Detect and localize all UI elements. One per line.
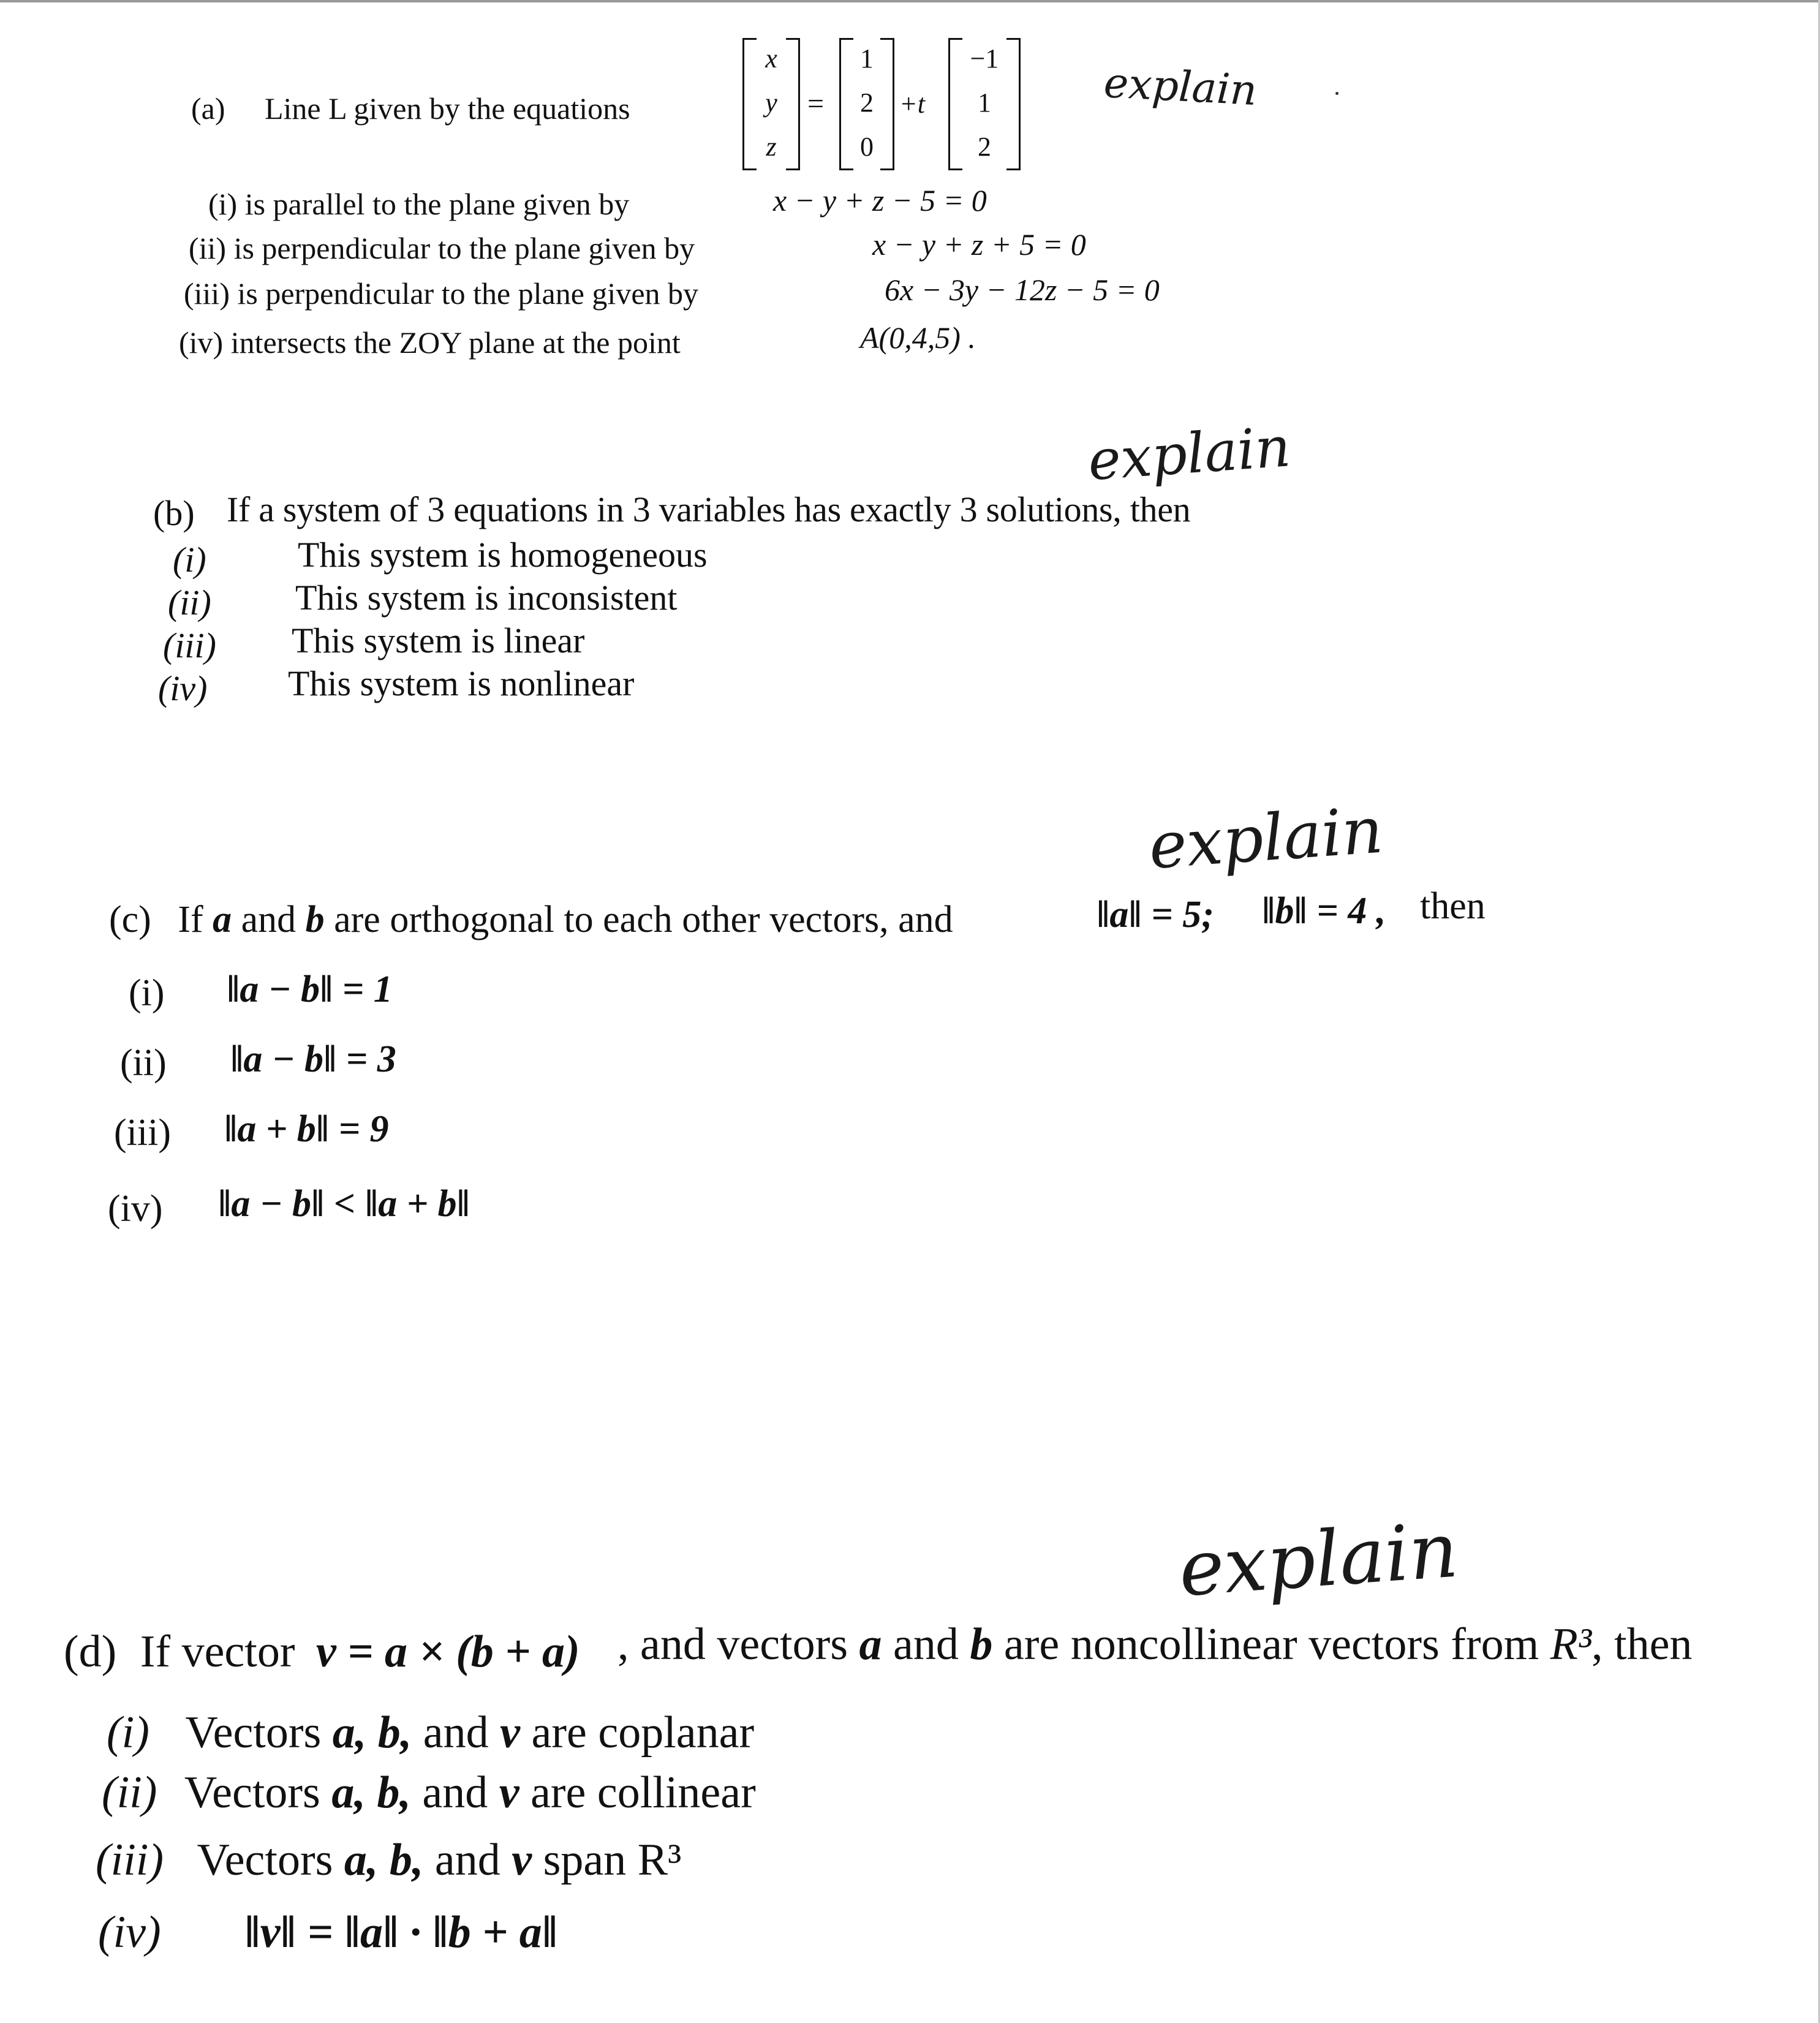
option-a-iii-text: (iii) is perpendicular to the plane given by xyxy=(184,276,699,311)
norm-a-value: ‖a‖ = 5; xyxy=(1097,894,1214,936)
question-c-then: then xyxy=(1420,885,1486,927)
stray-mark xyxy=(1335,92,1339,95)
question-d-post: are noncollinear vectors from xyxy=(1003,1619,1539,1669)
option-d-ii-post: are collinear xyxy=(531,1768,756,1818)
question-d-then: , then xyxy=(1592,1619,1693,1669)
matrix-var-y: y xyxy=(765,88,777,118)
question-d-label: (d) xyxy=(64,1627,117,1677)
matrix-plus-t: +t xyxy=(899,89,925,119)
page-top-edge xyxy=(0,0,1820,2)
question-a-label: (a) xyxy=(191,91,225,126)
option-d-iv-num: (iv) xyxy=(98,1907,161,1957)
option-a-iv-text: (iv) intersects the ZOY plane at the point xyxy=(179,325,681,360)
question-d-formula: v = a × (b + a) xyxy=(315,1627,580,1677)
matrix-point-3: 0 xyxy=(860,132,874,162)
matrix-dir-3: 2 xyxy=(978,132,991,162)
option-d-iv-math: ‖v‖ = ‖a‖ · ‖b + a‖ xyxy=(244,1907,558,1957)
option-c-iii-num: (iii) xyxy=(114,1112,171,1154)
var-b-d: b xyxy=(970,1619,993,1669)
option-b-ii-text: This system is inconsistent xyxy=(295,578,678,618)
matrix-dir-2: 1 xyxy=(978,88,991,118)
matrix-equals: = xyxy=(807,88,825,120)
question-c-and: and xyxy=(241,899,296,940)
option-d-ii-num: (ii) xyxy=(102,1768,157,1818)
option-c-ii-num: (ii) xyxy=(120,1042,167,1084)
option-d-i-and: and xyxy=(423,1707,489,1758)
question-d-stem xyxy=(64,1626,580,1678)
option-d-ii-v: v xyxy=(499,1768,519,1818)
option-d-ii-and: and xyxy=(422,1768,488,1818)
space-r3: R³ xyxy=(1550,1619,1592,1669)
question-b-stem: If a system of 3 equations in 3 variables has exactly 3 solutions, then xyxy=(227,490,1191,529)
matrix-point-2: 2 xyxy=(860,88,874,118)
option-a-ii-text: (ii) is perpendicular to the plane given by xyxy=(189,231,695,265)
option-a-iv-math: A(0,4,5) . xyxy=(860,320,976,355)
option-c-iv-math: ‖a − b‖ < ‖a + b‖ xyxy=(218,1183,470,1225)
option-d-iii-vars: a, b, xyxy=(344,1835,424,1885)
option-d-iii-and: and xyxy=(434,1835,500,1885)
question-c-stem-rest: are orthogonal to each other vectors, and xyxy=(334,899,953,940)
var-a: a xyxy=(213,899,232,940)
question-d-option-iv xyxy=(98,1907,557,1959)
matrix-variables xyxy=(742,38,800,167)
question-a-stem: Line L given by the equations xyxy=(265,91,630,126)
option-d-iii-post: span R³ xyxy=(543,1835,682,1885)
matrix-var-z: z xyxy=(766,132,777,162)
matrix-dir-1: −1 xyxy=(970,43,999,74)
matrix-point xyxy=(839,38,894,167)
matrix-point-1: 1 xyxy=(860,43,874,74)
question-c-if: If xyxy=(178,899,203,940)
norm-b-value: ‖b‖ = 4 , xyxy=(1262,890,1386,932)
option-b-iii-text: This system is linear xyxy=(292,621,585,660)
option-d-i-pre: Vectors xyxy=(185,1707,322,1758)
option-b-i-num: (i) xyxy=(173,540,206,580)
option-d-i-v: v xyxy=(500,1707,521,1758)
option-d-iii-pre: Vectors xyxy=(197,1835,333,1885)
option-d-iii-v: v xyxy=(512,1835,532,1885)
handwritten-explain-c: explain xyxy=(1146,792,1386,883)
question-d-option-iii xyxy=(96,1834,681,1886)
matrix-direction xyxy=(948,38,1021,167)
option-b-iii-num: (iii) xyxy=(163,626,216,665)
option-c-ii-math: ‖a − b‖ = 3 xyxy=(230,1038,396,1080)
option-d-ii-pre: Vectors xyxy=(184,1768,320,1818)
question-d-pre: If vector xyxy=(140,1627,295,1677)
question-d-and: and xyxy=(893,1619,959,1669)
question-b-label: (b) xyxy=(153,493,195,533)
var-b: b xyxy=(305,899,325,940)
question-c-label: (c) xyxy=(109,899,151,940)
option-b-iv-num: (iv) xyxy=(158,668,208,708)
option-a-i-math: x − y + z − 5 = 0 xyxy=(773,183,987,217)
option-d-i-vars: a, b, xyxy=(332,1707,412,1758)
option-c-i-math: ‖a − b‖ = 1 xyxy=(227,969,393,1010)
matrix-var-x: x xyxy=(765,43,777,74)
option-a-ii-math: x − y + z + 5 = 0 xyxy=(872,227,1086,262)
option-d-i-post: are coplanar xyxy=(531,1707,755,1758)
handwritten-explain-a: explain xyxy=(1103,59,1258,116)
option-b-ii-num: (ii) xyxy=(168,583,211,622)
option-b-i-text: This system is homogeneous xyxy=(298,535,708,575)
var-a-d: a xyxy=(859,1619,882,1669)
question-c-stem xyxy=(109,898,953,942)
question-d-mid: , and vectors xyxy=(617,1619,848,1669)
option-d-ii-vars: a, b, xyxy=(331,1768,411,1818)
question-d-option-ii xyxy=(102,1767,756,1819)
option-a-i-text: (i) is parallel to the plane given by xyxy=(208,187,630,221)
handwritten-explain-b: explain xyxy=(1086,415,1293,493)
option-a-iii-math: 6x − 3y − 12z − 5 = 0 xyxy=(885,273,1160,307)
question-d-option-i xyxy=(107,1707,754,1759)
option-c-iii-math: ‖a + b‖ = 9 xyxy=(224,1108,389,1150)
option-d-i-num: (i) xyxy=(107,1707,149,1758)
option-b-iv-text: This system is nonlinear xyxy=(288,664,635,703)
handwritten-explain-d: explain xyxy=(1176,1506,1461,1614)
option-d-iii-num: (iii) xyxy=(96,1835,164,1885)
question-d-stem-right xyxy=(617,1619,1692,1671)
option-c-iv-num: (iv) xyxy=(108,1188,163,1230)
option-c-i-num: (i) xyxy=(129,972,165,1014)
